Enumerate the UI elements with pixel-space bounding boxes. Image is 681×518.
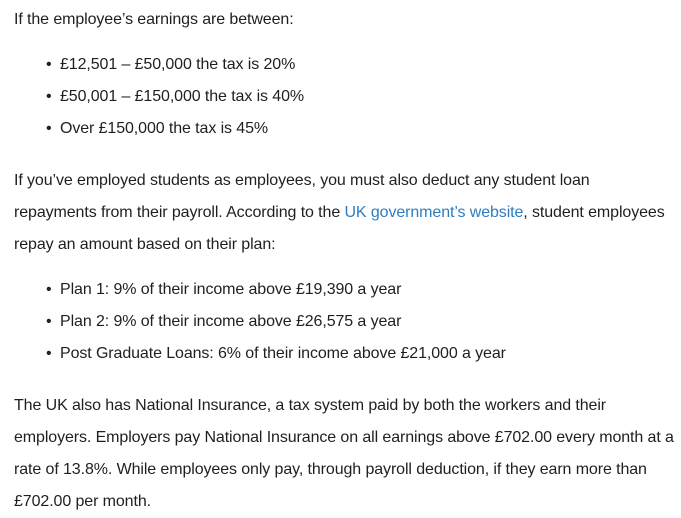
national-insurance-paragraph: The UK also has National Insurance, a tax system paid by both the workers and their employers. Employers pay National Insurance on all earnings above £702.00 every month at a rate of 13.8%. While employees only pay, through payroll deduction, if they earn more than £702.00 per month. [14, 397, 674, 510]
tax-bands-list [14, 49, 674, 145]
list-item-tax-band-3: • Over £150,000 the tax is 45% [60, 113, 674, 145]
student-loan-paragraph [14, 165, 674, 261]
uk-government-website-link[interactable]: UK government’s website [344, 204, 524, 221]
list-item-postgraduate-loans: • Post Graduate Loans: 6% of their income above £21,000 a year [60, 338, 674, 370]
intro-paragraph: If the employee’s earnings are between: [14, 11, 294, 28]
list-item-plan-1: • Plan 1: 9% of their income above £19,390 a year [60, 274, 674, 306]
student-plans-list [14, 274, 674, 370]
student-loan-text-before-link: If you’ve employed students as employees, you must also deduct any student loan repayments from their payroll. According to the [14, 172, 590, 221]
list-item-tax-band-1: • £12,501 – £50,000 the tax is 20% [60, 49, 674, 81]
list-item-tax-band-2: • £50,001 – £150,000 the tax is 40% [60, 81, 674, 113]
student-loan-text-after-link: , student employees repay an amount based on their plan: [14, 204, 665, 253]
list-item-plan-2: • Plan 2: 9% of their income above £26,575 a year [60, 306, 674, 338]
